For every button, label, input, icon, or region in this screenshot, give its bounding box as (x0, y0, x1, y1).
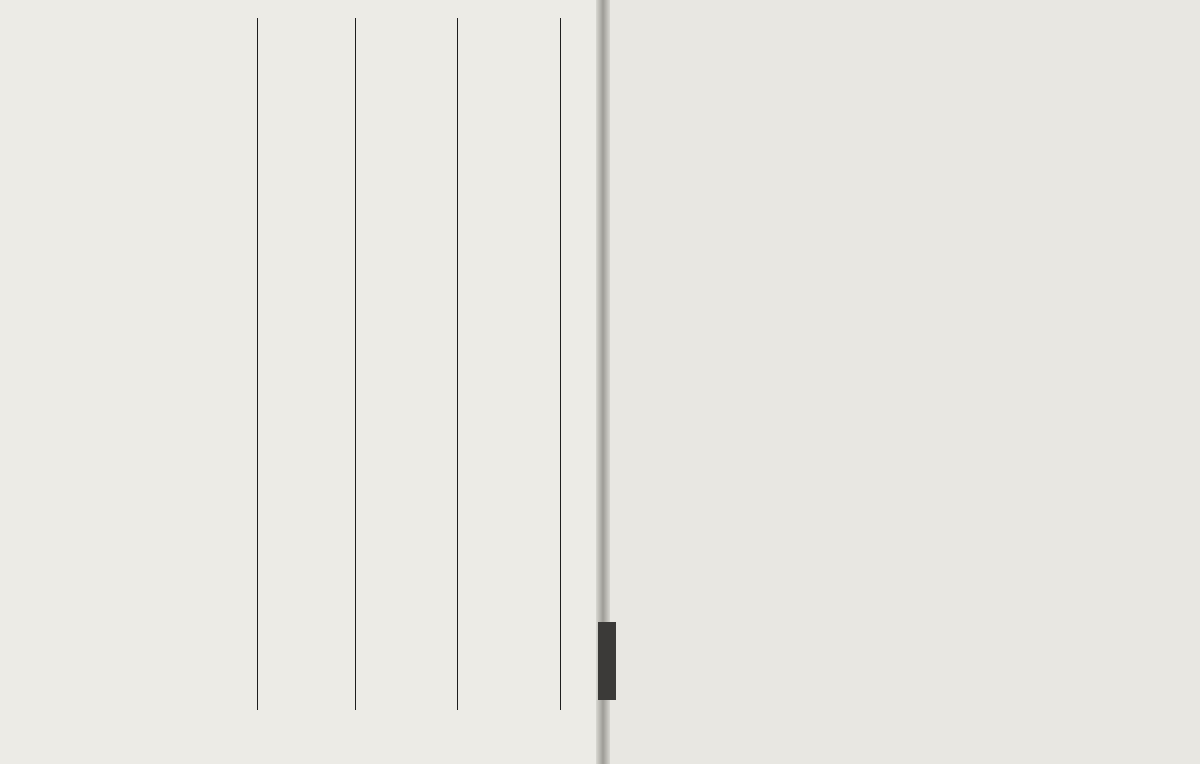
column-rule (457, 18, 458, 710)
column-rule (560, 18, 561, 710)
column-rule (257, 18, 258, 710)
binding-clip (598, 622, 616, 700)
column-rule (355, 18, 356, 710)
right-page (603, 0, 1200, 764)
